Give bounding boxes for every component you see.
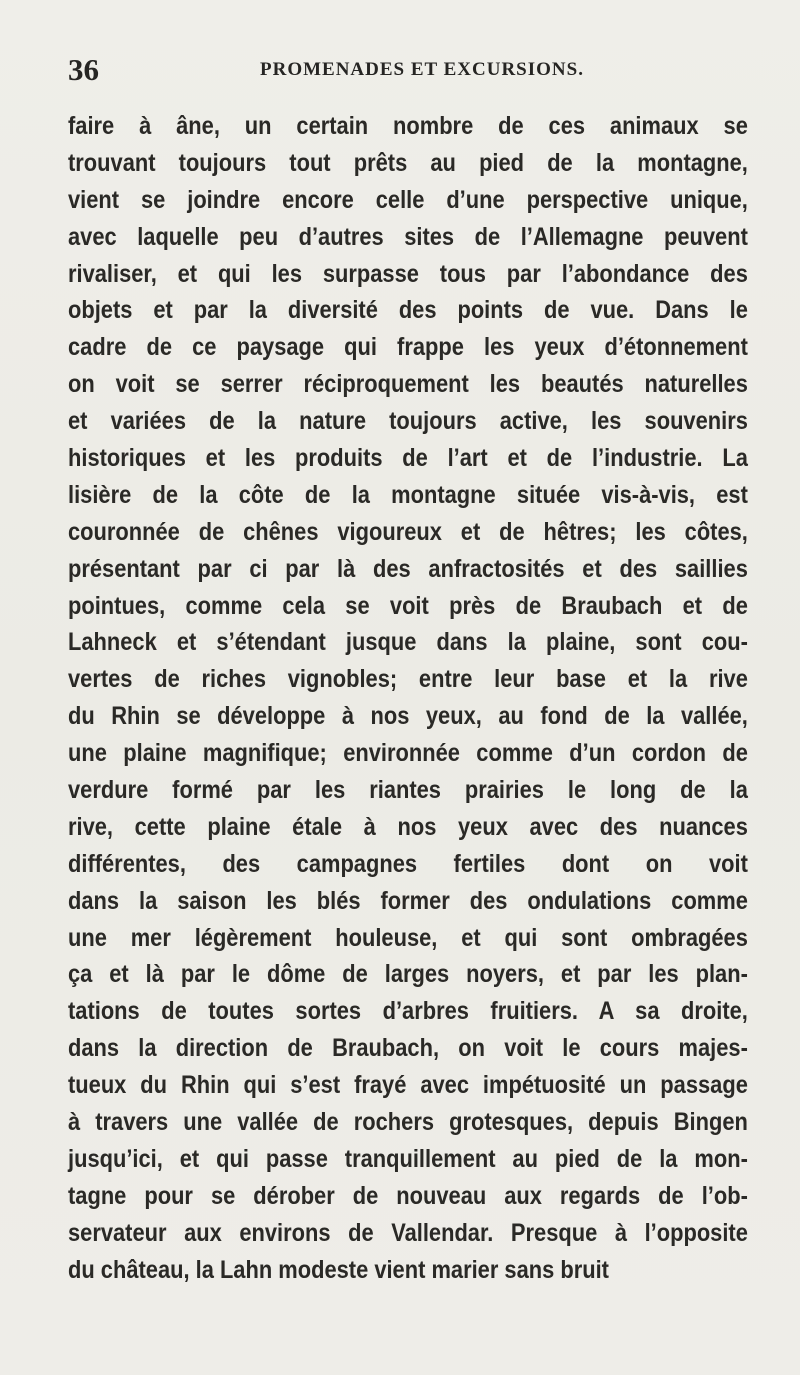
text-line: cadre de ce paysage qui frappe les yeux d’étonnement <box>68 333 748 362</box>
text-line: ça et là par le dôme de larges noyers, et par les plan- <box>68 960 748 989</box>
text-line: faire à âne, un certain nombre de ces animaux se <box>68 112 748 140</box>
text-line: tations de toutes sortes d’arbres fruitiers. A sa droite, <box>68 997 748 1026</box>
text-line: dans la direction de Braubach, on voit le cours majes- <box>68 1034 748 1063</box>
text-line: dans la saison les blés former des ondulations comme <box>68 886 748 915</box>
text-line: une plaine magnifique; environnée comme d’un cordon de <box>68 739 748 768</box>
text-line: trouvant toujours tout prêts au pied de la montagne, <box>68 148 748 177</box>
text-line: historiques et les produits de l’art et de l’industrie. La <box>68 444 748 473</box>
text-line: présentant par ci par là des anfractosités et des saillies <box>68 554 748 583</box>
text-line: objets et par la diversité des points de vue. Dans le <box>68 296 748 325</box>
text-line: avec laquelle peu d’autres sites de l’Allemagne peuvent <box>68 222 748 251</box>
text-line: et variées de la nature toujours active, les souvenirs <box>68 407 748 436</box>
text-line: vient se joindre encore celle d’une perspective unique, <box>68 185 748 214</box>
text-line: Lahneck et s’étendant jusque dans la plaine, sont cou- <box>68 628 748 657</box>
text-line: différentes, des campagnes fertiles dont on voit <box>68 849 748 878</box>
text-line: vertes de riches vignobles; entre leur base et la rive <box>68 665 748 694</box>
page-header <box>68 50 748 90</box>
text-line: une mer légèrement houleuse, et qui sont ombragées <box>68 923 748 952</box>
text-line: du château, la Lahn modeste vient marier sans bruit <box>68 1255 609 1284</box>
text-line: jusqu’ici, et qui passe tranquillement au pied de la mon- <box>68 1144 748 1173</box>
text-line: tueux du Rhin qui s’est frayé avec impétuosité un passage <box>68 1071 748 1100</box>
text-line: servateur aux environs de Vallendar. Presque à l’opposite <box>68 1218 748 1247</box>
text-line: verdure formé par les riantes prairies le long de la <box>68 776 748 805</box>
page-number: 36 <box>68 52 99 87</box>
text-line: couronnée de chênes vigoureux et de hêtres; les côtes, <box>68 517 748 546</box>
text-line: pointues, comme cela se voit près de Braubach et de <box>68 591 748 620</box>
text-line: tagne pour se dérober de nouveau aux regards de l’ob- <box>68 1181 748 1210</box>
running-head: PROMENADES ET EXCURSIONS. <box>260 59 584 80</box>
text-line: on voit se serrer réciproquement les beautés naturelles <box>68 370 748 399</box>
text-line: rive, cette plaine étale à nos yeux avec des nuances <box>68 812 748 841</box>
text-line: rivaliser, et qui les surpasse tous par l’abondance des <box>68 259 748 288</box>
text-line: lisière de la côte de la montagne située vis-à-vis, est <box>68 480 748 509</box>
text-line: à travers une vallée de rochers grotesques, depuis Bingen <box>68 1108 748 1137</box>
body-text <box>68 108 748 1289</box>
text-line: du Rhin se développe à nos yeux, au fond de la vallée, <box>68 702 748 731</box>
